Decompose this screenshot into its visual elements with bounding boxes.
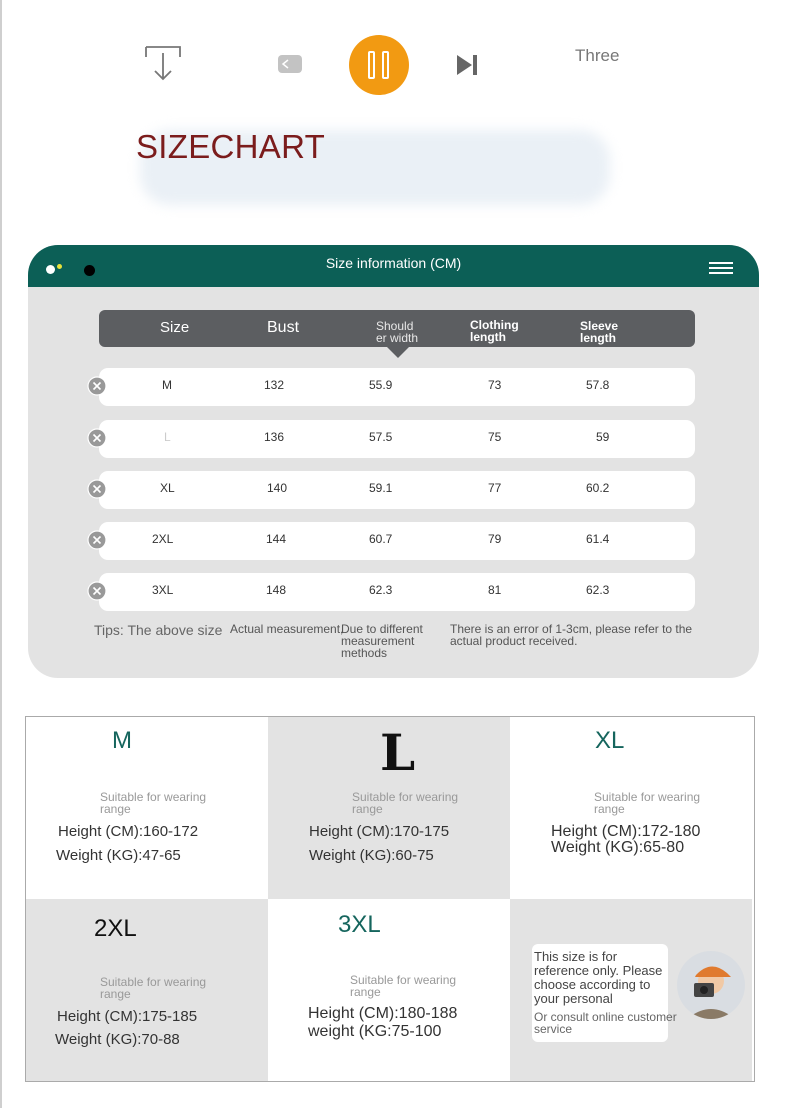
header-shoulder-2: er width <box>376 331 419 345</box>
cell-sleeve: 59 <box>596 430 610 444</box>
close-icon[interactable] <box>87 581 107 601</box>
suitable-label-1: Suitable for wearing <box>100 975 207 989</box>
cell-clothing: 79 <box>488 532 502 546</box>
tips-part3-3: methods <box>341 646 388 660</box>
page-edge <box>0 0 2 1108</box>
consult-service-link[interactable]: Or consult online customer service <box>534 1010 677 1036</box>
cell-size: XL <box>160 481 175 495</box>
height-range: Height (CM):175-185 <box>57 1008 198 1025</box>
table-row <box>99 522 695 560</box>
tips-part3-2: measurement <box>341 634 415 648</box>
avatar[interactable] <box>677 951 745 1019</box>
close-icon[interactable] <box>87 376 107 396</box>
suitable-label-2: range <box>594 802 625 816</box>
cell-clothing: 81 <box>488 583 502 597</box>
height-range: Height (CM):172-180 <box>551 823 701 840</box>
cell-shoulder: 62.3 <box>369 583 393 597</box>
table-row <box>99 368 695 406</box>
suitable-label-1: Suitable for wearing <box>594 790 701 804</box>
tips-part3-1: Due to different <box>341 622 423 636</box>
size-label: XL <box>595 727 625 754</box>
close-icon[interactable] <box>87 428 107 448</box>
cell-sleeve: 61.4 <box>586 532 610 546</box>
cell-clothing: 77 <box>488 481 502 495</box>
weight-range: Weight (KG):47-65 <box>56 847 181 864</box>
header-clothing-1: Clothing <box>470 318 519 332</box>
page-title: SIZECHART <box>136 128 326 165</box>
cell-bust: 144 <box>266 532 287 546</box>
suitable-label-2: range <box>100 802 131 816</box>
tips-part4-1: There is an error of 1-3cm, please refer to the <box>450 622 693 636</box>
table-row <box>99 573 695 611</box>
close-icon[interactable] <box>87 530 107 550</box>
header-caret <box>386 346 410 358</box>
cell-bust: 132 <box>264 378 285 392</box>
size-note: This size is for reference only. Please choose according to your personal <box>534 949 663 1006</box>
suitable-label-1: Suitable for wearing <box>350 973 457 987</box>
customer-service-cell <box>510 899 752 1081</box>
table-row <box>99 471 695 509</box>
weight-range: Weight (KG):70-88 <box>55 1031 180 1048</box>
size-label: 2XL <box>94 915 137 942</box>
card-header <box>28 245 759 287</box>
weight-range: Weight (KG):65-80 <box>551 839 685 856</box>
close-icon[interactable] <box>87 479 107 499</box>
tips-part2: Actual measurement, <box>230 622 344 636</box>
cell-shoulder: 55.9 <box>369 378 393 392</box>
cell-shoulder: 57.5 <box>369 430 393 444</box>
cell-shoulder: 59.1 <box>369 481 393 495</box>
cell-clothing: 73 <box>488 378 502 392</box>
height-range: Height (CM):160-172 <box>58 823 199 840</box>
card-title: Size information (CM) <box>325 255 462 271</box>
header-size: Size <box>160 319 190 336</box>
cell-clothing: 75 <box>488 430 502 444</box>
size-label: L <box>380 723 416 782</box>
cell-bust: 148 <box>266 583 287 597</box>
header-bust: Bust <box>267 319 300 336</box>
download-icon[interactable] <box>145 45 183 83</box>
three-label[interactable]: Three <box>575 46 620 65</box>
tips-part1: Tips: The above size <box>94 622 223 638</box>
weight-range: Weight (KG):60-75 <box>309 847 434 864</box>
height-range: Height (CM):170-175 <box>309 823 450 840</box>
suitable-label-1: Suitable for wearing <box>100 790 207 804</box>
header-sleeve-1: Sleeve <box>580 319 619 333</box>
height-range: Height (CM):180-188 <box>308 1005 458 1022</box>
cell-sleeve: 62.3 <box>586 583 610 597</box>
size-label: 3XL <box>338 911 381 938</box>
previous-icon[interactable] <box>276 52 304 76</box>
cell-sleeve: 57.8 <box>586 378 610 392</box>
cell-sleeve: 60.2 <box>586 481 610 495</box>
header-clothing-2: length <box>470 330 506 344</box>
recommend-l <box>268 717 510 899</box>
next-icon[interactable] <box>456 54 478 76</box>
recommend-xl <box>510 717 752 899</box>
size-label: M <box>112 727 132 754</box>
header-shoulder-1: Should <box>376 319 414 333</box>
cell-size: M <box>162 378 172 392</box>
suitable-label-1: Suitable for wearing <box>352 790 459 804</box>
weight-range: weight (KG:75-100 <box>308 1023 442 1040</box>
cell-size: L <box>164 430 171 444</box>
table-row <box>99 420 695 458</box>
cell-bust: 140 <box>267 481 288 495</box>
recommend-2xl <box>26 899 268 1081</box>
note-bubble <box>532 944 677 1042</box>
table-header <box>99 310 695 347</box>
cell-shoulder: 60.7 <box>369 532 393 546</box>
suitable-label-2: range <box>352 802 383 816</box>
pause-bar-left <box>368 51 375 79</box>
recommend-3xl <box>268 899 510 1081</box>
header-sleeve-2: length <box>580 331 616 345</box>
tips-part4-2: actual product received. <box>450 634 578 648</box>
pause-bar-right <box>382 51 389 79</box>
size-recommendation-grid <box>25 716 755 1082</box>
cell-bust: 136 <box>264 430 285 444</box>
menu-icon[interactable] <box>709 262 733 275</box>
cell-size: 2XL <box>152 532 174 546</box>
suitable-label-2: range <box>100 987 131 1001</box>
recommend-m <box>26 717 268 899</box>
cell-size: 3XL <box>152 583 174 597</box>
suitable-label-2: range <box>350 985 381 999</box>
pause-button[interactable] <box>349 35 409 95</box>
